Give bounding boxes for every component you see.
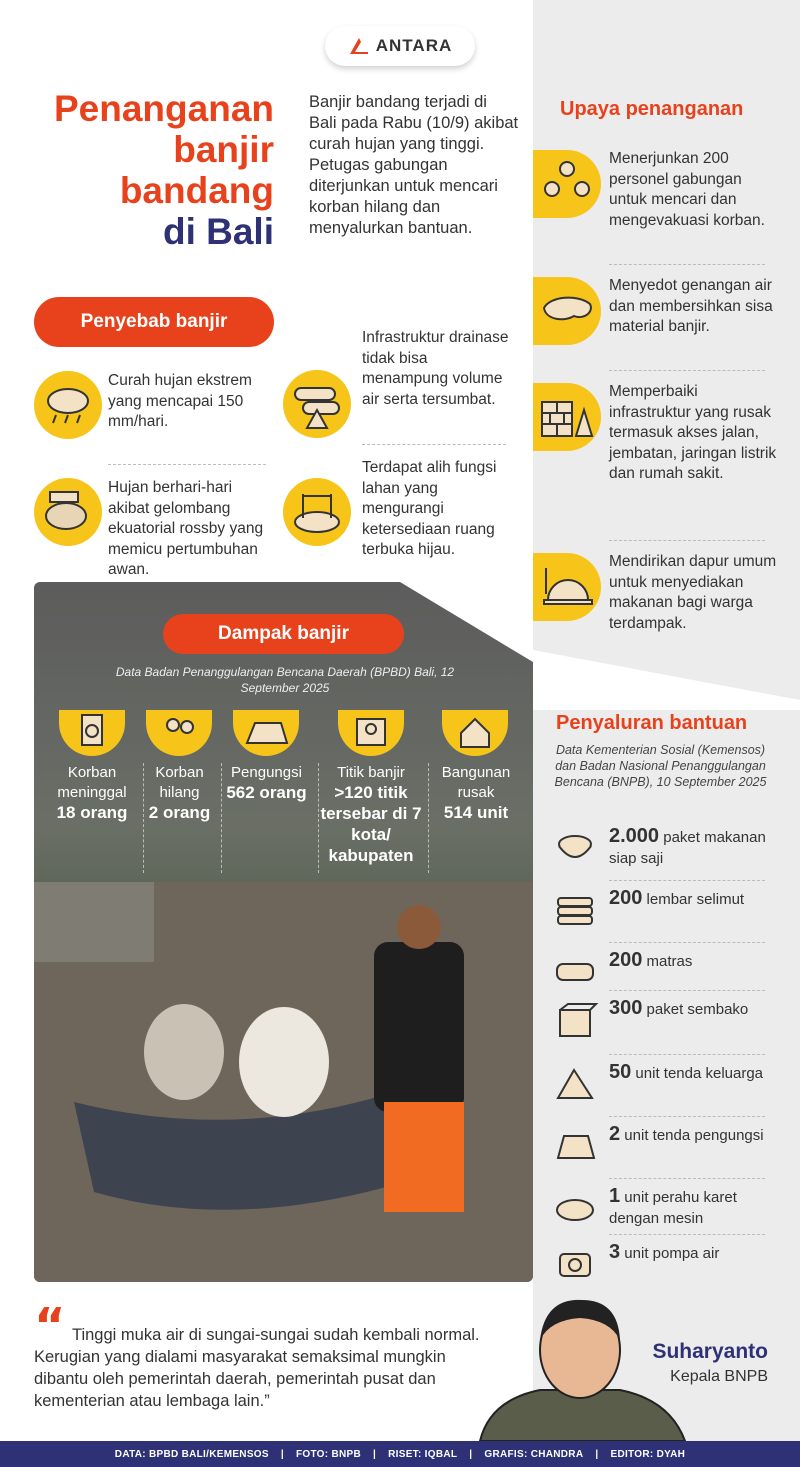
bantuan-item [609,826,769,869]
divider [609,370,765,371]
bantuan-item-number: 200 [609,887,643,909]
quote-mark: “ [34,1298,66,1354]
credit-separator: | [469,1448,473,1460]
tent-icon [243,713,289,753]
upaya-icon-1 [533,150,601,218]
bantuan-item-number: 1 [609,1185,621,1207]
food-bowl-icon [550,828,600,875]
speaker-name: Suharyanto [652,1340,768,1363]
dampak-source: Data Badan Penanggulangan Bencana Daerah (BPBD) Bali, 12 September 2025 [115,665,455,695]
stat-titik-banjir [318,763,423,873]
bantuan-item-label: unit tenda pengungsi [624,1127,764,1144]
title-line-2: banjir [173,129,274,170]
divider [609,1178,765,1179]
penyebab-icon-3 [283,370,351,438]
bantuan-item [609,888,769,910]
death-certificate-icon [74,713,110,753]
divider [362,444,506,445]
bantuan-item-number: 200 [609,949,643,971]
damaged-house-icon [455,713,495,753]
bantuan-item [609,1242,769,1264]
divider [609,264,765,265]
bantuan-item [609,1186,769,1229]
divider [609,1054,765,1055]
upaya-icon-4 [533,553,601,621]
bantuan-item-label: paket makanan siap saji [609,829,766,867]
penyebab-icon-2 [34,478,102,546]
photo-diagonal [400,582,533,662]
storm-cloud-icon [40,484,96,540]
bantuan-item-label: matras [646,953,693,970]
stat-label: Bangunan rusak [441,764,511,801]
puddle-icon [538,282,596,340]
logo-text: ANTARA [375,36,453,55]
upaya-text-1: Menerjunkan 200 personel gabungan untuk mencari dan mengevakuasi korban. [609,150,765,229]
stat-label: Titik banjir [337,764,405,781]
land-plot-icon [289,484,345,540]
antara-logo-icon [348,36,370,56]
bantuan-item-label: unit tenda keluarga [635,1065,764,1082]
blanket-icon [550,890,600,937]
penyebab-heading: Penyebab banjir [34,297,274,347]
credit-grafis: GRAFIS: CHANDRA [484,1448,584,1460]
stat-pengungsi [221,763,311,873]
bantuan-heading: Penyaluran bantuan [556,712,748,734]
bantuan-item-number: 2 [609,1123,621,1145]
divider [609,1116,765,1117]
upaya-text-2: Menyedot genangan air dan membersihkan sisa material banjir. [609,277,773,335]
bricks-icon [538,388,596,446]
rubber-boat-icon [550,1188,600,1235]
stat-value: 514 unit [443,803,509,822]
bantuan-item-number: 3 [609,1241,621,1263]
rain-cloud-icon [40,377,96,433]
stat-value: 18 orang [56,803,128,822]
penyebab-icon-1 [34,371,102,439]
panel-diagonal [533,650,800,710]
credits-footer [0,1441,800,1467]
stat-value: >120 titik tersebar di 7 kota/ kabupaten [320,783,422,865]
credit-separator: | [595,1448,599,1460]
missing-person-icon [159,713,199,753]
stat-value: 562 orang [226,783,307,802]
speaker-role: Kepala BNPB [670,1368,768,1385]
bantuan-item-label: paket sembako [646,1001,749,1018]
credit-separator: | [280,1448,284,1460]
credit-separator: | [373,1448,377,1460]
upaya-text-4: Mendirikan dapur umum untuk menyediakan makanan bagi warga terdampak. [609,553,777,632]
credit-editor: EDITOR: DYAH [610,1448,686,1460]
bantuan-item-label: lembar selimut [646,891,745,908]
drainage-pipe-icon [289,376,345,432]
divider [609,540,765,541]
upaya-heading: Upaya penanganan [560,98,744,120]
bantuan-item-number: 300 [609,997,643,1019]
bantuan-item-label: unit perahu karet dengan mesin [609,1189,737,1227]
stat-label: Korban meninggal [57,764,127,801]
stat-label: Pengungsi [231,764,302,781]
page-title [54,88,274,252]
penyebab-text-1: Curah hujan ekstrem yang mencapai 150 mm/hari. [108,372,252,430]
mattress-icon [550,952,600,999]
stat-value: 2 orang [148,803,211,822]
bantuan-item [609,1124,769,1146]
stat-bangunan-rusak [428,763,523,873]
upaya-text-3: Memperbaiki infrastruktur yang rusak termasuk akses jalan, jembatan, jaringan listrik dan rumah sakit. [609,383,777,482]
upaya-icon-3 [533,383,601,451]
family-tent-icon [550,1064,600,1111]
antara-logo [325,26,475,66]
divider [609,1234,765,1235]
food-dome-icon [538,558,596,616]
penyebab-text-3: Infrastruktur drainase tidak bisa menampung volume air serta tersumbat. [362,329,509,408]
stat-korban-hilang [143,763,215,873]
bantuan-item [609,1062,769,1084]
rescue-team-icon [538,155,596,213]
title-line-4: di Bali [162,211,274,252]
intro-text: Banjir bandang terjadi di Bali pada Rabu (10/9) akibat curah hujan yang tinggi. Petugas gabungan diterjunkan untuk mencari korban hilang dan menyalurkan bantuan. [309,93,519,237]
penyebab-text-4: Terdapat alih fungsi lahan yang mengurangi ketersediaan ruang terbuka hijau. [362,459,497,558]
penyebab-text-2: Hujan berhari-hari akibat gelombang ekuatorial rossby yang memicu pertumbuhan awan. [108,479,264,578]
title-line-3: bandang [119,170,274,211]
refugee-tent-icon [550,1126,600,1173]
title-line-1: Penanganan [54,88,274,129]
bantuan-item-number: 50 [609,1061,632,1083]
divider [609,880,765,881]
bantuan-source: Data Kementerian Sosial (Kemensos) dan Badan Nasional Penanggulangan Bencana (BNPB), 10 September 2025 [554,743,767,789]
divider [108,464,266,465]
speaker-portrait [470,1290,700,1441]
credit-riset: RISET: IQBAL [388,1448,458,1460]
bantuan-item [609,950,769,972]
bantuan-item-label: unit pompa air [624,1245,720,1262]
box-icon [550,1000,600,1047]
bantuan-item [609,998,769,1020]
bantuan-item-number: 2.000 [609,825,660,847]
stat-korban-meninggal [50,763,134,824]
credit-foto: FOTO: BNPB [295,1448,362,1460]
divider [609,942,765,943]
stat-label: Korban hilang [155,764,204,801]
credit-data: DATA: BPBD BALI/KEMENSOS [114,1448,269,1460]
map-pin-icon [351,713,391,753]
dampak-heading: Dampak banjir [163,614,404,654]
divider [609,990,765,991]
penyebab-icon-4 [283,478,351,546]
water-pump-icon [550,1244,600,1291]
quote-text: Tinggi muka air di sungai-sungai sudah kembali normal. Kerugian yang dialami masyarakat semaksimal mungkin dibantu oleh pemerintah daerah, pemerintah pusat dan kementerian atau lembaga lain.” [34,1326,480,1410]
upaya-icon-2 [533,277,601,345]
